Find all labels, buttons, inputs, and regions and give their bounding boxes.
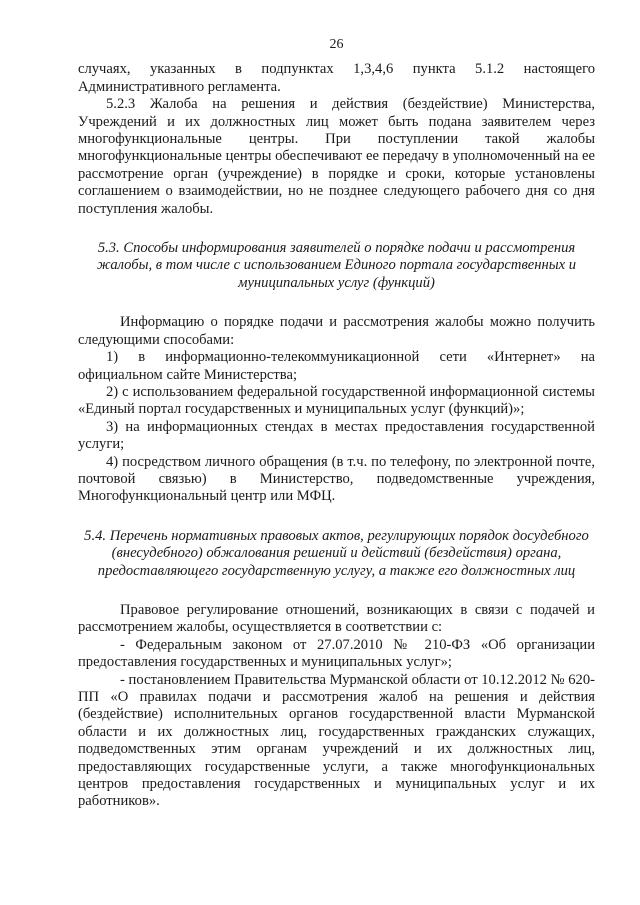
paragraph-legal-regulation: Правовое регулирование отношений, возникающих в связи с подачей и рассмотрением жалобы, осуществляется в соответствии с:	[78, 601, 595, 636]
list-item-2: 2) с использованием федеральной государственной информационной системы «Единый портал государственных и муниципальных услуг (функций)»;	[78, 383, 595, 418]
list-item-4: 4) посредством личного обращения (в т.ч. по телефону, по электронной почте, почтовой связью) в Министерство, подведомственные учреждения, Многофункциональный центр или МФЦ.	[78, 453, 595, 505]
section-heading-5-4: 5.4. Перечень нормативных правовых актов, регулирующих порядок досудебного (внесудебного) обжалования решений и действий (бездействия) органа, предоставляющего государственную услугу, а также его должностных лиц	[84, 527, 589, 579]
list-item-3: 3) на информационных стендах в местах предоставления государственной услуги;	[78, 418, 595, 453]
list-item-1: 1) в информационно-телекоммуникационной сети «Интернет» на официальном сайте Министерства;	[78, 349, 595, 383]
section-heading-5-3: 5.3. Способы информирования заявителей о порядке подачи и рассмотрения жалобы, в том числе с использованием Единого портала государственных и муниципальных услуг (функций)	[96, 240, 577, 291]
list-item-federal-law: - Федеральным законом от 27.07.2010 № 210-ФЗ «Об организации предоставления государственных и муниципальных услуг»;	[78, 636, 595, 671]
list-item-government-resolution: - постановлением Правительства Мурманской области от 10.12.2012 № 620-ПП «О правилах подачи и рассмотрения жалоб на решения и действия (бездействие) исполнительных органов государственной власти Мурманской области и их должностных лиц, государственных гражданских служащих, подведомственных этим органам учреждений и их должностных лиц, предоставляющих государственные услуги, а также многофункциональных центров предоставления государственных и муниципальных услуг и их работников».	[78, 671, 595, 810]
paragraph-continuation: случаях, указанных в подпунктах 1,3,4,6 пункта 5.1.2 настоящего Административного регламента.	[78, 61, 595, 95]
page-number: 26	[329, 37, 344, 52]
paragraph-info-methods: Информацию о порядке подачи и рассмотрения жалобы можно получить следующими способами:	[78, 314, 595, 348]
paragraph-5-2-3: 5.2.3 Жалоба на решения и действия (бездействие) Министерства, Учреждений и их должностных лиц может быть подана заявителем через многофункциональные центры. При поступлении такой жалобы многофункциональные центры обеспечивают ее передачу в уполномоченный на ее рассмотрение орган (учреждение) в порядке и сроки, которые установлены соглашением о взаимодействии, но не позднее следующего рабочего дня со дня поступления жалобы.	[78, 96, 595, 217]
